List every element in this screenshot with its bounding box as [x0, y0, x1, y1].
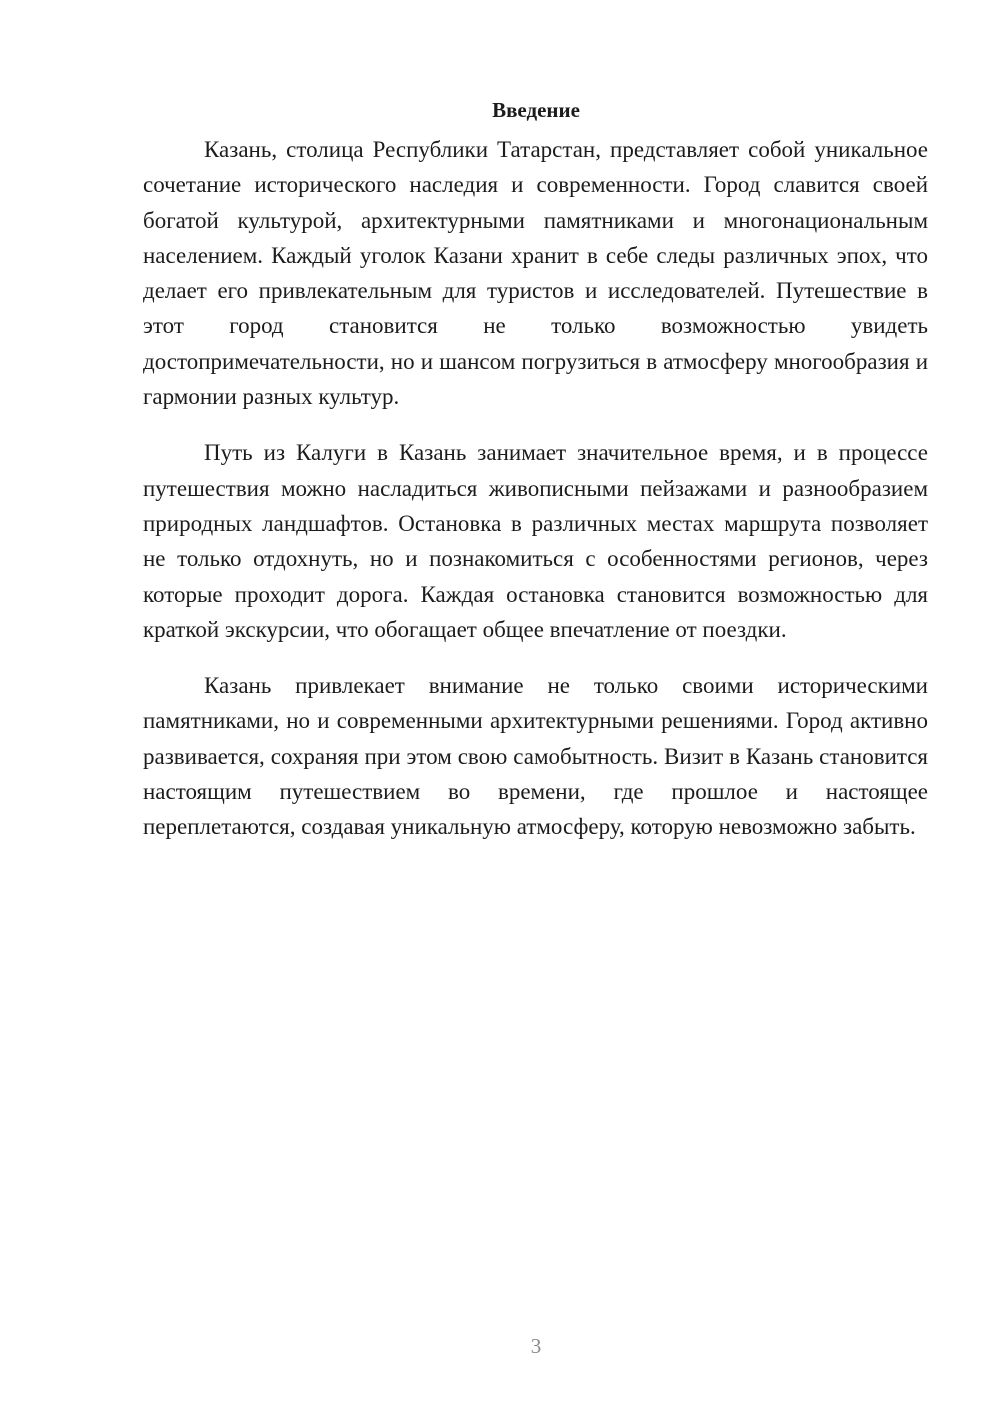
page-number: 3 [530, 1334, 542, 1358]
paragraph-3: Казань привлекает внимание не только своими историческими памятниками, но и современными архитектурными решениями. Город активно развивается, сохраняя при этом свою самобытность. Визит в Казань становится настоящим путешествием во времени, где прошлое и настоящее переплетаются, создавая уникальную атмосферу, которую невозможно забыть. [143, 673, 928, 840]
paragraph-2: Путь из Калуги в Казань занимает значительное время, и в процессе путешествия можно насладиться живописными пейзажами и разнообразием природных ландшафтов. Остановка в различных местах маршрута позволяет не только отдохнуть, но и познакомиться с особенностями регионов, через которые проходит дорога. Каждая остановка становится возможностью для краткой экскурсии, что обогащает общее впечатление от поездки. [143, 440, 928, 642]
section-title: Введение [492, 98, 580, 122]
page-content [143, 92, 928, 866]
paragraph-1: Казань, столица Республики Татарстан, представляет собой уникальное сочетание исторического наследия и современности. Город славится своей богатой культурой, архитектурными памятниками и многонациональным населением. Каждый уголок Казани хранит в себе следы различных эпох, что делает его привлекательным для туристов и исследователей. Путешествие в этот город становится не только возможностью увидеть достопримечательности, но и шансом погрузиться в атмосферу многообразия и гармонии разных культур. [143, 137, 928, 410]
